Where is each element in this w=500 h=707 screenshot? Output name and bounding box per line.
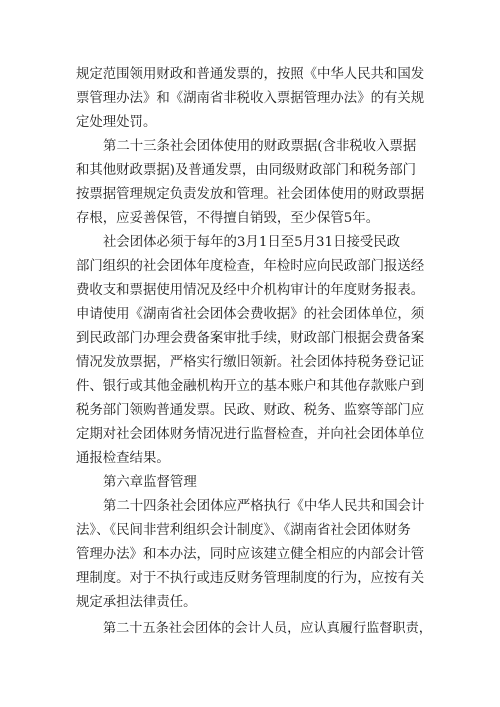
text-line: 件、银行或其他金融机构开立的基本账户和其他存款账户到 — [76, 379, 425, 394]
article-23-start: 第二十三条社会团体使用的财政票据(含非税收入票据 — [103, 139, 417, 154]
article-25-start: 第二十五条社会团体的会计人员，应认真履行监督职责， — [103, 621, 432, 636]
text-line: 理制度。对于不执行或违反财务管理制度的行为，应按有关 — [76, 571, 425, 586]
text-line: 费收支和票据使用情况及经中介机构审计的年度财务报表。 — [76, 283, 425, 298]
text-line: 部门组织的社会团体年度检查，年检时应向民政部门报送经 — [76, 259, 425, 274]
chapter-heading: 第六章监督管理 — [103, 475, 197, 490]
text-line: 定期对社会团体财务情况进行监督检查，并向社会团体单位 — [76, 427, 425, 442]
text-line: 税务部门领购普通发票。民政、财政、税务、监察等部门应 — [76, 403, 425, 418]
text-line: 情况发放票据，严格实行缴旧领新。社会团体持税务登记证 — [76, 355, 425, 370]
text-line: 定处理处罚。 — [76, 115, 157, 130]
text-line: 按票据管理规定负责发放和管理。社会团体使用的财政票据 — [76, 187, 425, 202]
text-line: 法》、《民间非营利组织会计制度》、《湖南省社会团体财务 — [76, 523, 411, 538]
text-line: 票管理办法》和《湖南省非税收入票据管理办法》的有关规 — [76, 91, 425, 106]
text-line: 规定范围领用财政和普通发票的，按照《中华人民共和国发 — [76, 67, 425, 82]
paragraph-start: 社会团体必须于每年的3月1日至5月31日接受民政 — [103, 235, 401, 250]
text-line: 申请使用《湖南省社会团体会费收据》的社会团体单位，须 — [76, 307, 425, 322]
article-24-start: 第二十四条社会团体应严格执行《中华人民共和国会计 — [103, 499, 425, 514]
text-line: 通报检查结果。 — [76, 451, 170, 466]
text-line: 管理办法》和本办法，同时应该建立健全相应的内部会计管 — [76, 547, 425, 562]
text-line: 和其他财政票据)及普通发票，由同级财政部门和税务部门 — [76, 163, 416, 178]
text-line: 存根，应妥善保管，不得擅自销毁，至少保管5年。 — [76, 211, 380, 226]
text-line: 规定承担法律责任。 — [76, 595, 197, 610]
text-line: 到民政部门办理会费备案审批手续，财政部门根据会费备案 — [76, 331, 425, 346]
